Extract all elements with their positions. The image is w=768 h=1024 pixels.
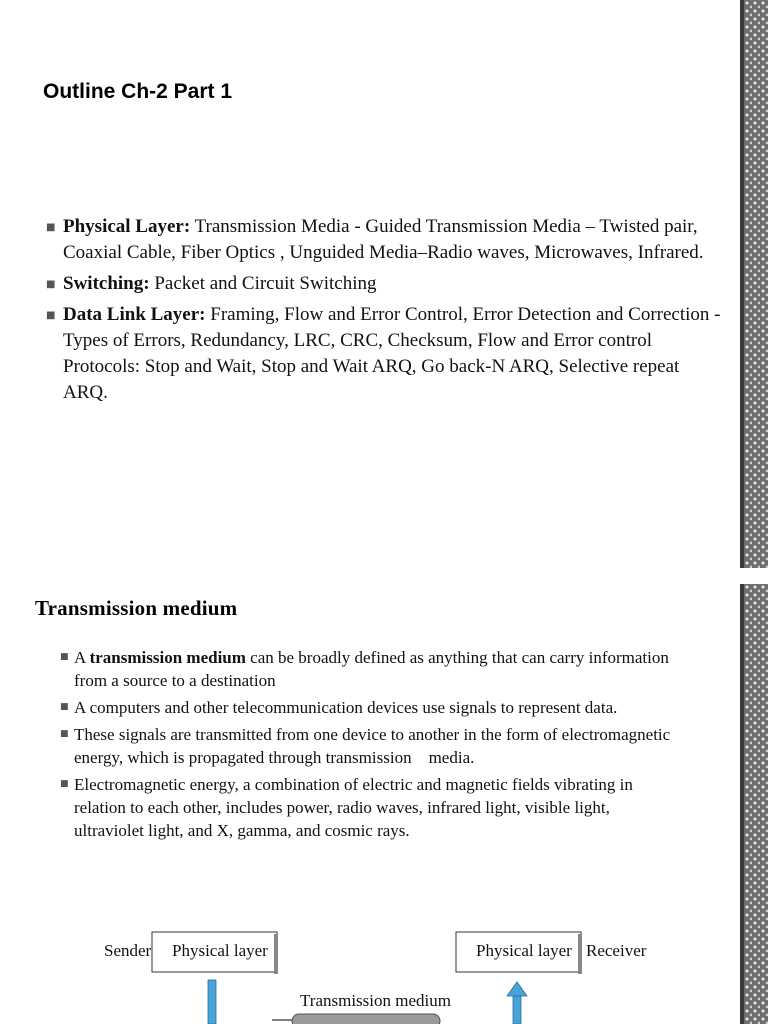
list-item <box>60 773 680 842</box>
slide-edge-pattern <box>744 0 768 1024</box>
sender-box-shadow <box>274 934 278 974</box>
list-item <box>46 214 724 266</box>
slide-title: Outline Ch-2 Part 1 <box>43 80 233 103</box>
slide-gap-pattern <box>744 568 768 584</box>
square-bullet-icon: ■ <box>46 222 56 233</box>
square-bullet-icon: ■ <box>60 779 69 789</box>
item-text: Packet and Circuit Switching <box>149 273 377 294</box>
medium-label: Transmission medium <box>300 991 451 1010</box>
item-prefix: A <box>74 648 90 667</box>
medium-cylinder <box>292 1014 440 1024</box>
receiver-box-shadow <box>578 934 582 974</box>
list-item <box>60 646 680 692</box>
square-bullet-icon: ■ <box>46 279 56 290</box>
receiver-label: Receiver <box>586 941 647 960</box>
up-arrow-shaft <box>513 996 521 1024</box>
list-item <box>60 696 680 719</box>
slide-title: Transmission medium <box>35 596 238 620</box>
outline-list <box>46 214 724 411</box>
sender-box-label: Physical layer <box>172 941 268 960</box>
item-text: can be broadly defined as anything that can carry information from a source to a destination <box>74 648 669 690</box>
list-item <box>46 271 724 297</box>
slide-transmission-medium <box>0 576 740 1024</box>
square-bullet-icon: ■ <box>60 729 69 739</box>
square-bullet-icon: ■ <box>46 310 56 321</box>
transmission-diagram <box>0 916 740 1024</box>
square-bullet-icon: ■ <box>60 702 69 712</box>
item-text: Electromagnetic energy, a combination of electric and magnetic fields vibrating in relation to each other, includes power, radio waves, infrared light, visible light, ultraviolet light, and X, gamma, and cosmic rays. <box>74 775 633 840</box>
sender-label: Sender <box>104 941 152 960</box>
list-item <box>46 302 724 406</box>
list-item <box>60 723 680 769</box>
receiver-box-label: Physical layer <box>476 941 572 960</box>
definition-list <box>60 646 680 846</box>
item-text: These signals are transmitted from one device to another in the form of electromagnetic energy, which is propagated through transmission media. <box>74 725 675 767</box>
down-arrow-icon <box>208 980 216 1024</box>
item-text: Framing, Flow and Error Control, Error Detection and Correction - Types of Errors, Redundancy, LRC, CRC, Checksum, Flow and Error control Protocols: Stop and Wait, Stop and Wait ARQ, Go back-N ARQ, Selective repeat ARQ. <box>63 304 721 403</box>
item-text: A computers and other telecommunication devices use signals to represent data. <box>74 698 618 717</box>
item-heading: Data Link Layer: <box>63 304 206 325</box>
item-text: Transmission Media - Guided Transmission Media – Twisted pair, Coaxial Cable, Fiber Optics , Unguided Media–Radio waves, Microwaves, Infrared. <box>63 216 704 263</box>
item-term: transmission medium <box>89 648 246 667</box>
square-bullet-icon: ■ <box>60 652 69 662</box>
up-arrow-icon <box>507 982 527 996</box>
item-heading: Switching: <box>63 273 150 294</box>
item-heading: Physical Layer: <box>63 216 191 237</box>
